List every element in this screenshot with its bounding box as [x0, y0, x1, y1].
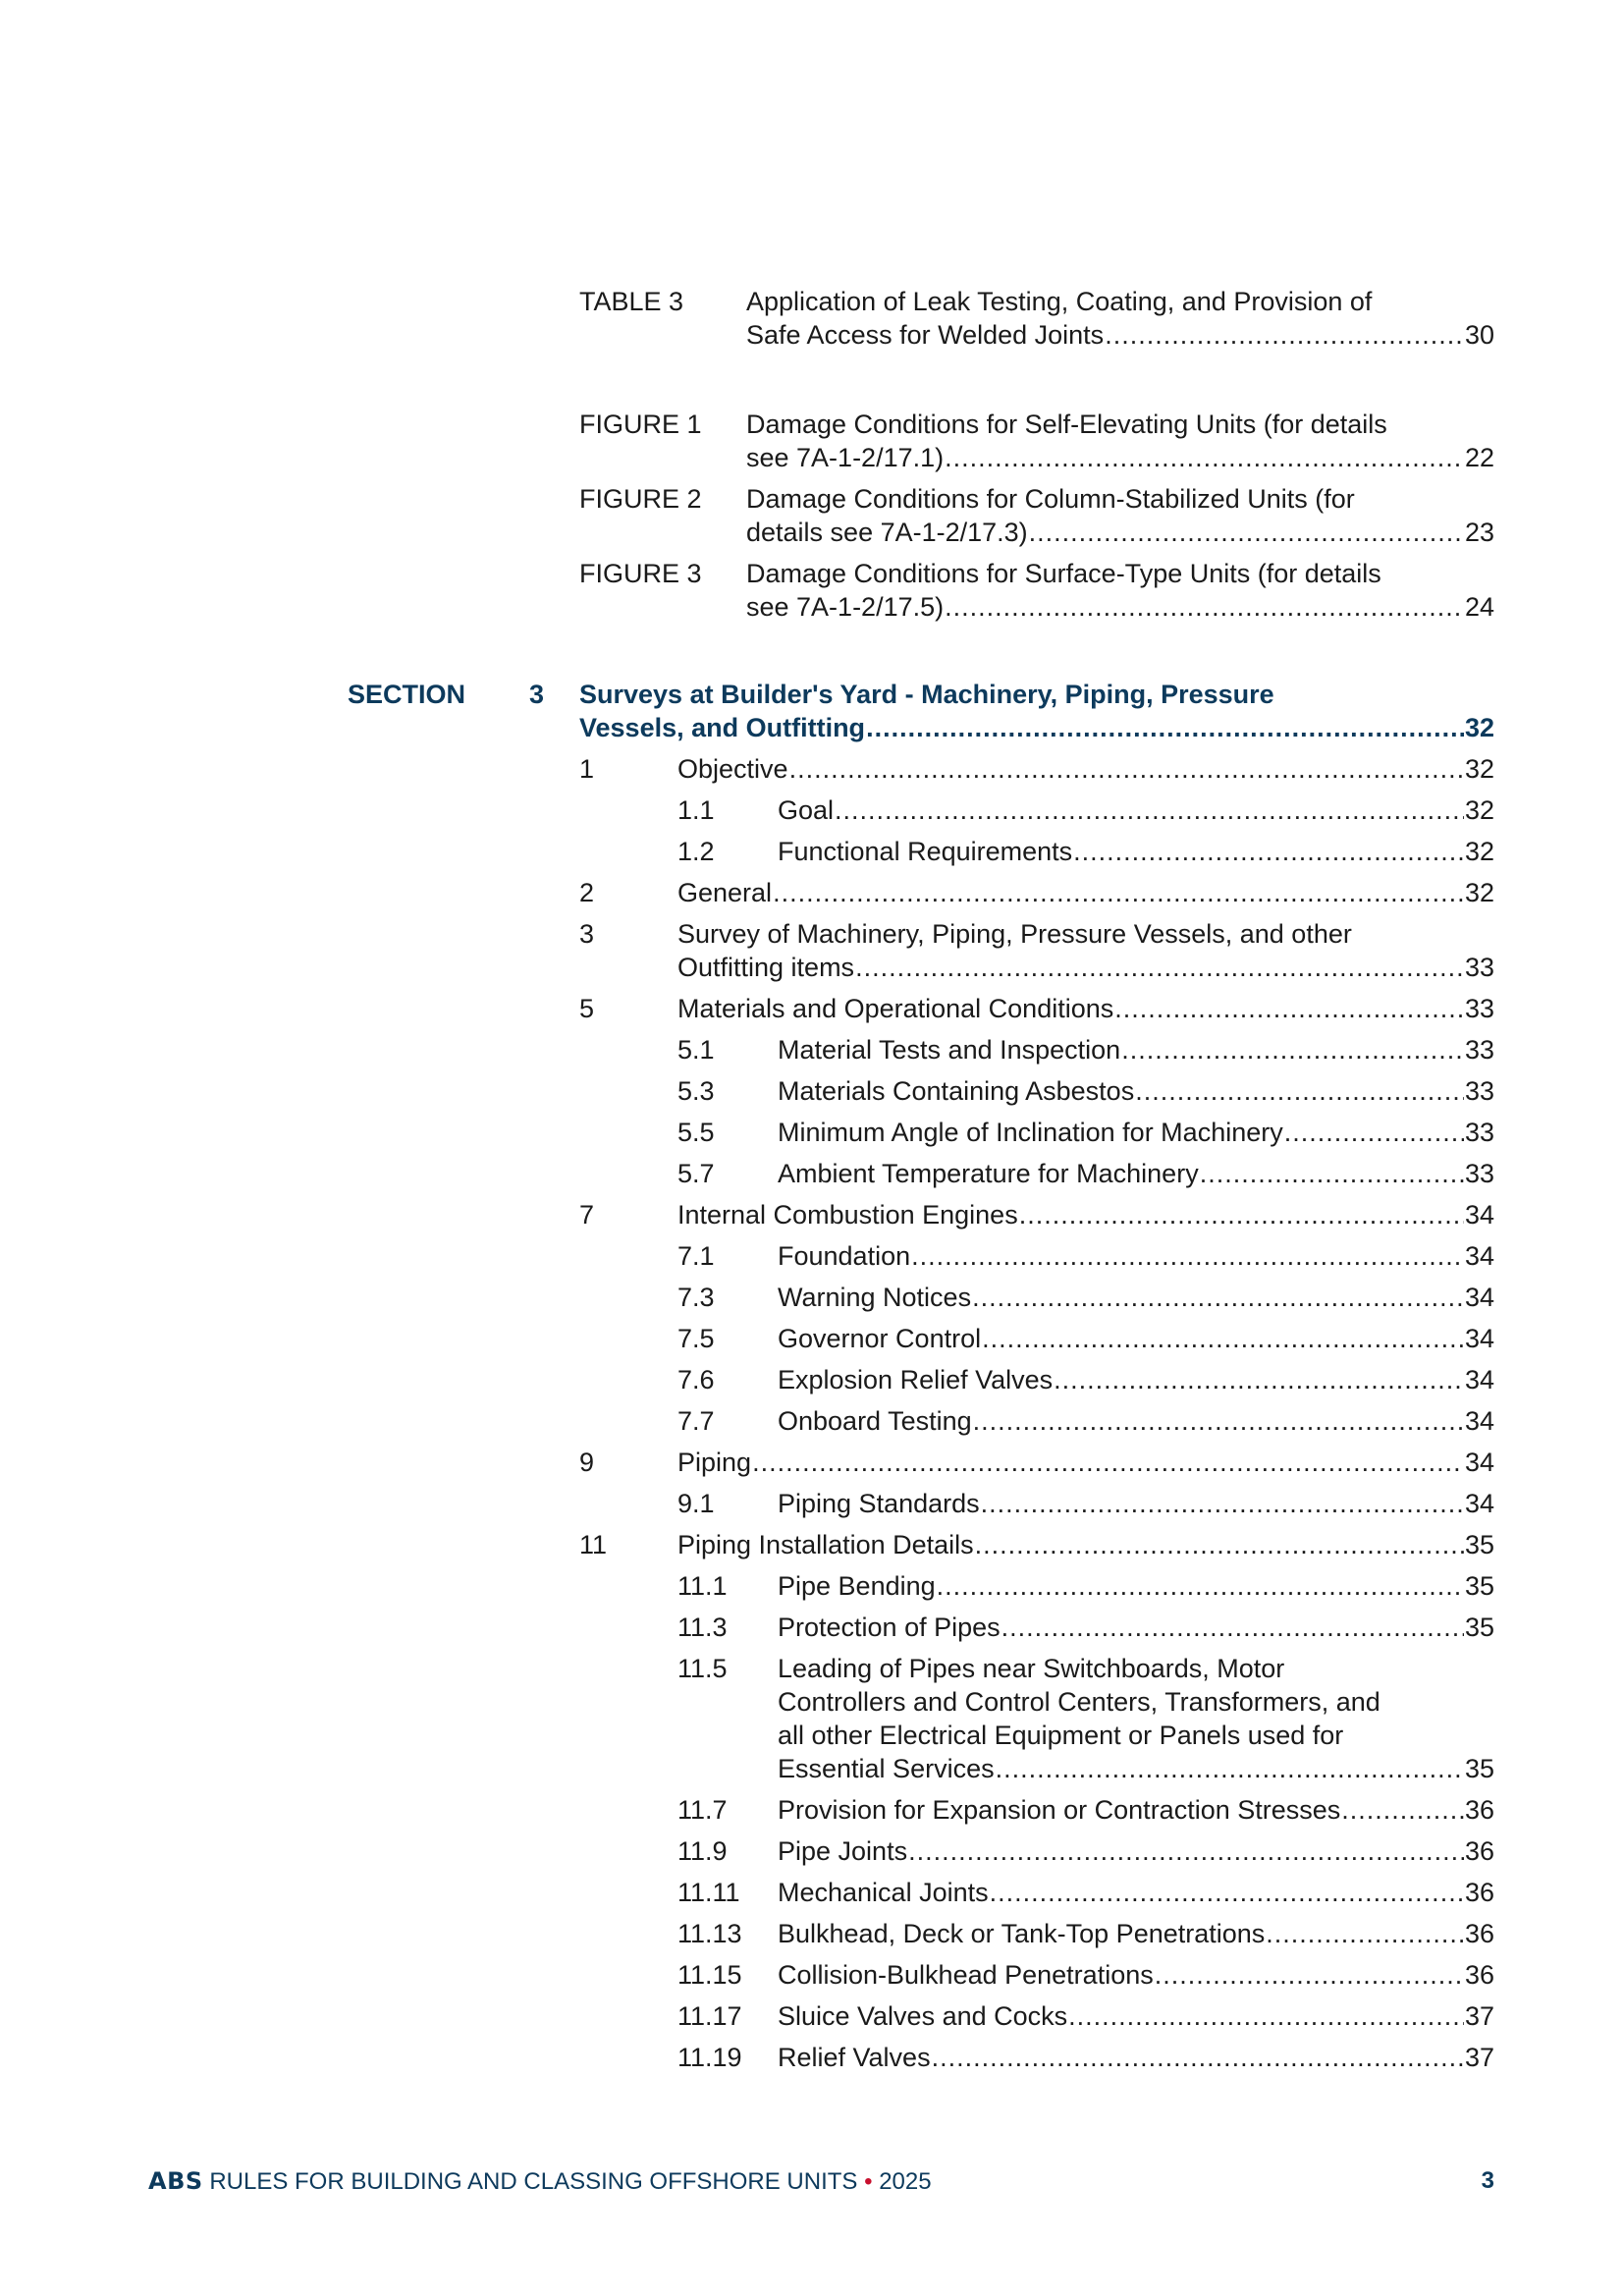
- dot-leader: [1266, 1917, 1464, 1950]
- entry-line: Mechanical Joints ..... 36: [778, 1876, 1494, 1909]
- page-number: 34: [1464, 1283, 1494, 1312]
- page-number: 35: [1464, 1571, 1494, 1601]
- entry-number: 7.7: [677, 1406, 715, 1436]
- page-number: 35: [1464, 1530, 1494, 1559]
- entry-number: 5.5: [677, 1118, 715, 1147]
- entry-number: 7: [579, 1200, 595, 1230]
- page-number: 37: [1464, 2043, 1494, 2072]
- entry-number: 1.1: [677, 795, 715, 825]
- entry-line: Bulkhead, Deck or Tank-Top Penetrations ..... 36: [778, 1917, 1494, 1950]
- page-number: 32: [1464, 837, 1494, 866]
- page-footer: [148, 2166, 932, 2197]
- table-title-line2: Safe Access for Welded Joints ..... 30: [746, 318, 1494, 352]
- entry-line: Essential Services ..... 35: [778, 1752, 1494, 1785]
- figure-label: FIGURE 3: [579, 559, 702, 588]
- entry-number: 9: [579, 1448, 595, 1477]
- figure-title-line1: Damage Conditions for Self-Elevating Units (for details: [746, 410, 1387, 439]
- dot-leader: [1121, 1033, 1464, 1066]
- page-number: 32: [1464, 754, 1494, 784]
- entry-number: 5: [579, 994, 595, 1023]
- entry-line: Governor Control ..... 34: [778, 1322, 1494, 1355]
- entry-line: Protection of Pipes ..... 35: [778, 1611, 1494, 1644]
- entry-number: 5.3: [677, 1076, 715, 1106]
- page-number: 34: [1464, 1489, 1494, 1518]
- entry-line: Functional Requirements ..... 32: [778, 835, 1494, 868]
- table-label: TABLE 3: [579, 287, 684, 316]
- entry-number: 11.3: [677, 1613, 728, 1642]
- dot-leader: [996, 1752, 1464, 1785]
- entry-number: 1: [579, 754, 595, 784]
- section-label: SECTION: [348, 680, 466, 709]
- entry-title-line3: all other Electrical Equipment or Panels used for: [778, 1721, 1344, 1750]
- dot-leader: [855, 951, 1464, 984]
- entry-line: Outfitting items ..... 33: [677, 951, 1494, 984]
- figure-title-line2: details see 7A-1-2/17.3) ..... 23: [746, 516, 1494, 549]
- footer-year: 2025: [879, 2168, 932, 2195]
- dot-leader: [1068, 1999, 1464, 2033]
- page-number: 22: [1464, 443, 1494, 472]
- entry-number: 11: [579, 1530, 608, 1559]
- page-number: 34: [1464, 1324, 1494, 1353]
- page-number: 33: [1464, 1159, 1494, 1188]
- dot-leader: [1155, 1958, 1464, 1992]
- dot-leader: [835, 793, 1464, 827]
- entry-number: 7.5: [677, 1324, 715, 1353]
- entry-number: 5.7: [677, 1159, 715, 1188]
- dot-leader: [908, 1834, 1464, 1868]
- dot-leader: [1019, 1198, 1464, 1231]
- figure-title-line2: see 7A-1-2/17.5) ..... 24: [746, 590, 1494, 624]
- page-number: 35: [1464, 1754, 1494, 1783]
- brand-logo-text: ABS: [148, 2167, 203, 2195]
- dot-leader: [1001, 1611, 1464, 1644]
- entry-number: 11.19: [677, 2043, 742, 2072]
- entry-title-line2: Controllers and Control Centers, Transformers, and: [778, 1687, 1380, 1717]
- entry-number: 11.13: [677, 1919, 742, 1948]
- entry-number: 11.9: [677, 1836, 728, 1866]
- dot-leader: [990, 1876, 1464, 1909]
- entry-number: 1.2: [677, 837, 715, 866]
- page-number: 33: [1464, 1118, 1494, 1147]
- page-number: 34: [1464, 1448, 1494, 1477]
- page-number: 34: [1464, 1200, 1494, 1230]
- dot-leader: [866, 711, 1464, 744]
- figure-title-line1: Damage Conditions for Surface-Type Units (for details: [746, 559, 1381, 588]
- dot-leader: [1200, 1157, 1464, 1190]
- entry-number: 7.3: [677, 1283, 715, 1312]
- entry-number: 11.11: [677, 1878, 740, 1907]
- entry-number: 7.6: [677, 1365, 715, 1394]
- page-number: 23: [1464, 518, 1494, 547]
- entry-line: Minimum Angle of Inclination for Machinery ..... 33: [778, 1116, 1494, 1149]
- entry-number: 11.15: [677, 1960, 742, 1990]
- entry-line: Collision-Bulkhead Penetrations ..... 36: [778, 1958, 1494, 1992]
- dot-leader: [982, 1322, 1464, 1355]
- table-title-line1: Application of Leak Testing, Coating, and Provision of: [746, 287, 1373, 316]
- figure-title-line1: Damage Conditions for Column-Stabilized Units (for: [746, 484, 1355, 514]
- dot-leader: [1114, 992, 1464, 1025]
- dot-leader: [975, 1528, 1464, 1561]
- dot-leader: [1135, 1074, 1464, 1108]
- entry-number: 3: [579, 919, 595, 949]
- page-number: 36: [1464, 1836, 1494, 1866]
- entry-line: Provision for Expansion or Contraction Stresses ..... 36: [778, 1793, 1494, 1827]
- dot-leader: [973, 1404, 1464, 1438]
- dot-leader: [937, 1569, 1464, 1603]
- page-number: 36: [1464, 1919, 1494, 1948]
- page-number: 33: [1464, 953, 1494, 982]
- entry-line: Piping Standards ..... 34: [778, 1487, 1494, 1520]
- dot-leader: [773, 876, 1464, 909]
- entry-title-line1: Survey of Machinery, Piping, Pressure Vessels, and other: [677, 919, 1352, 949]
- entry-number: 9.1: [677, 1489, 715, 1518]
- footer-title: RULES FOR BUILDING AND CLASSING OFFSHORE UNITS: [209, 2168, 858, 2195]
- figure-label: FIGURE 2: [579, 484, 702, 514]
- dot-leader: [945, 590, 1464, 624]
- page-number: 33: [1464, 1035, 1494, 1065]
- page-number: 36: [1464, 1795, 1494, 1825]
- dot-leader: [1341, 1793, 1464, 1827]
- page-number: 30: [1464, 320, 1494, 350]
- page-number: 34: [1464, 1241, 1494, 1271]
- figure-label: FIGURE 1: [579, 410, 702, 439]
- entry-line: Ambient Temperature for Machinery ..... 33: [778, 1157, 1494, 1190]
- dot-leader: [972, 1281, 1464, 1314]
- page-number: 33: [1464, 994, 1494, 1023]
- entry-line: Internal Combustion Engines ..... 34: [677, 1198, 1494, 1231]
- entry-number: 5.1: [677, 1035, 715, 1065]
- page-number: 24: [1464, 592, 1494, 622]
- page-number: 36: [1464, 1960, 1494, 1990]
- entry-line: Objective ..... 32: [677, 752, 1494, 786]
- page-number: 32: [1464, 795, 1494, 825]
- entry-line: Relief Valves ..... 37: [778, 2041, 1494, 2074]
- dot-leader: [1054, 1363, 1464, 1396]
- dot-leader: [1284, 1116, 1464, 1149]
- entry-line: Materials and Operational Conditions ..... 33: [677, 992, 1494, 1025]
- dot-leader: [1105, 318, 1464, 352]
- entry-number: 2: [579, 878, 595, 907]
- section-number: 3: [529, 680, 545, 709]
- entry-line: Pipe Bending ..... 35: [778, 1569, 1494, 1603]
- dot-leader: [789, 752, 1464, 786]
- entry-line: Piping Installation Details ..... 35: [677, 1528, 1494, 1561]
- page-number: 34: [1464, 1365, 1494, 1394]
- section-title-line2: Vessels, and Outfitting ..... 32: [579, 711, 1494, 744]
- page-number: 33: [1464, 1076, 1494, 1106]
- entry-line: Piping ..... 34: [677, 1446, 1494, 1479]
- page-number: 36: [1464, 1878, 1494, 1907]
- entry-line: Pipe Joints ..... 36: [778, 1834, 1494, 1868]
- dot-leader: [981, 1487, 1464, 1520]
- page-number: 35: [1464, 1613, 1494, 1642]
- dot-leader: [1029, 516, 1464, 549]
- page-number: 32: [1464, 713, 1494, 742]
- entry-line: Goal ..... 32: [778, 793, 1494, 827]
- dot-leader: [932, 2041, 1464, 2074]
- footer-bullet: •: [864, 2168, 873, 2195]
- entry-line: Materials Containing Asbestos ..... 33: [778, 1074, 1494, 1108]
- entry-line: Sluice Valves and Cocks ..... 37: [778, 1999, 1494, 2033]
- entry-line: Onboard Testing ..... 34: [778, 1404, 1494, 1438]
- section-title-line1: Surveys at Builder's Yard - Machinery, Piping, Pressure: [579, 680, 1274, 709]
- entry-line: Foundation ..... 34: [778, 1239, 1494, 1273]
- entry-number: 11.7: [677, 1795, 728, 1825]
- dot-leader: [1073, 835, 1464, 868]
- dot-leader: [945, 441, 1464, 474]
- entry-number: 11.5: [677, 1654, 728, 1683]
- entry-number: 11.1: [677, 1571, 728, 1601]
- page-number: 34: [1464, 1406, 1494, 1436]
- page-number: 37: [1464, 2001, 1494, 2031]
- entry-line: Explosion Relief Valves ..... 34: [778, 1363, 1494, 1396]
- footer-page-number: 3: [1481, 2167, 1494, 2194]
- entry-line: Material Tests and Inspection ..... 33: [778, 1033, 1494, 1066]
- dot-leader: [911, 1239, 1464, 1273]
- entry-line: Warning Notices ..... 34: [778, 1281, 1494, 1314]
- entry-title-line1: Leading of Pipes near Switchboards, Motor: [778, 1654, 1285, 1683]
- entry-number: 11.17: [677, 2001, 742, 2031]
- page-number: 32: [1464, 878, 1494, 907]
- entry-line: General ..... 32: [677, 876, 1494, 909]
- dot-leader: [752, 1446, 1464, 1479]
- figure-title-line2: see 7A-1-2/17.1) ..... 22: [746, 441, 1494, 474]
- entry-number: 7.1: [677, 1241, 715, 1271]
